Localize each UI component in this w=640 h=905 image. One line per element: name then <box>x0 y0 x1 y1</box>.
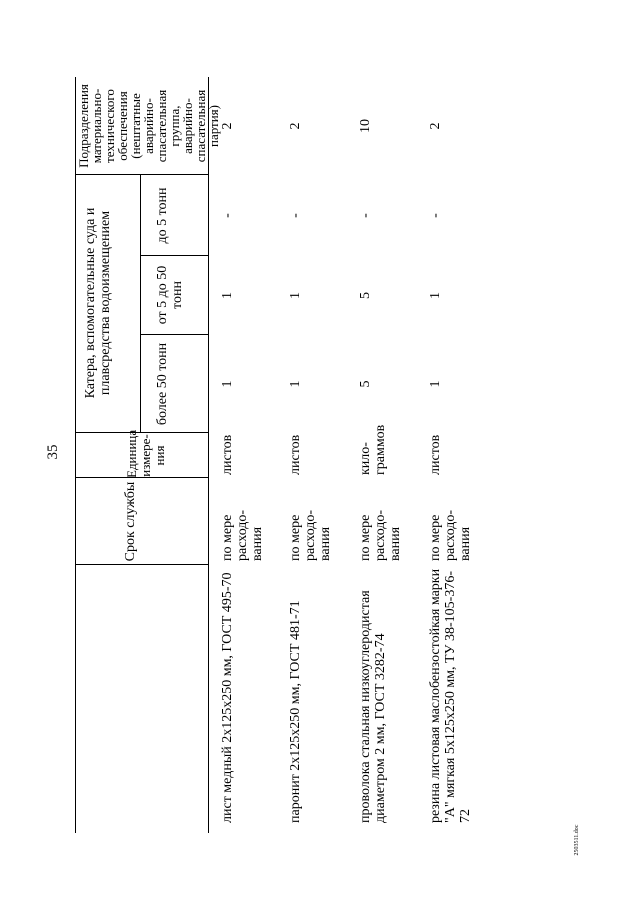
row-2-term: по мере расходо-вания <box>288 509 333 561</box>
row-4-upto5: - <box>428 213 443 218</box>
page-number: 35 <box>45 444 61 460</box>
header-boats-group: Катера, вспомогательные суда и плавсредства водоизмещением <box>83 207 113 399</box>
row-4-division: 2 <box>428 122 443 130</box>
header-over50: более 50 тонн <box>155 342 170 426</box>
row-1-division: 2 <box>220 122 235 130</box>
header-from5to50: от 5 до 50 тонн <box>155 265 185 325</box>
row-4-term: по мере расходо-вания <box>428 509 473 561</box>
row-1-term: по мере расходо-вания <box>220 509 265 561</box>
row-3-over50: 5 <box>358 380 373 388</box>
row-1-upto5: - <box>220 213 235 218</box>
row-4-unit: листов <box>428 434 443 475</box>
row-4-from5to50: 1 <box>428 292 443 299</box>
header-unit: Единица измере-ния <box>124 429 167 478</box>
header-upto5: до 5 тонн <box>155 187 170 244</box>
row-2-division: 2 <box>288 122 303 130</box>
data-table <box>75 77 640 823</box>
row-3-unit: кило-граммов <box>358 424 388 475</box>
row-3-upto5: - <box>358 213 373 218</box>
row-2-name: паронит 2х125х250 мм, ГОСТ 481-71 <box>288 600 303 823</box>
row-4-over50: 1 <box>428 380 443 388</box>
row-2-from5to50: 1 <box>288 292 303 299</box>
header-term: Срок службы <box>123 481 138 562</box>
row-3-division: 10 <box>358 119 373 133</box>
row-1-name: лист медный 2х125х250 мм, ГОСТ 495-70 <box>220 572 235 823</box>
row-3-name: проволока стальная низкоуглеродистая диаметром 2 мм, ГОСТ 3282-74 <box>358 590 388 823</box>
row-2-upto5: - <box>288 213 303 218</box>
row-2-unit: листов <box>288 434 303 475</box>
row-3-from5to50: 5 <box>358 292 373 299</box>
footer-file-code: 2503511.doc <box>574 824 580 856</box>
header-division: Подразделения материально-технического обеспечения (нештатные аварийно-спасательная группа, аварийно-спасательная партия) <box>76 84 221 168</box>
row-1-from5to50: 1 <box>220 292 235 299</box>
row-1-over50: 1 <box>220 380 235 388</box>
row-3-term: по мере расходо-вания <box>358 509 403 561</box>
row-4-name: резина листовая маслобензостойкая марки "А" мягкая 5х125х250 мм, ТУ 38-105-376-72 <box>428 568 473 823</box>
row-1-unit: листов <box>220 434 235 475</box>
row-2-over50: 1 <box>288 380 303 388</box>
